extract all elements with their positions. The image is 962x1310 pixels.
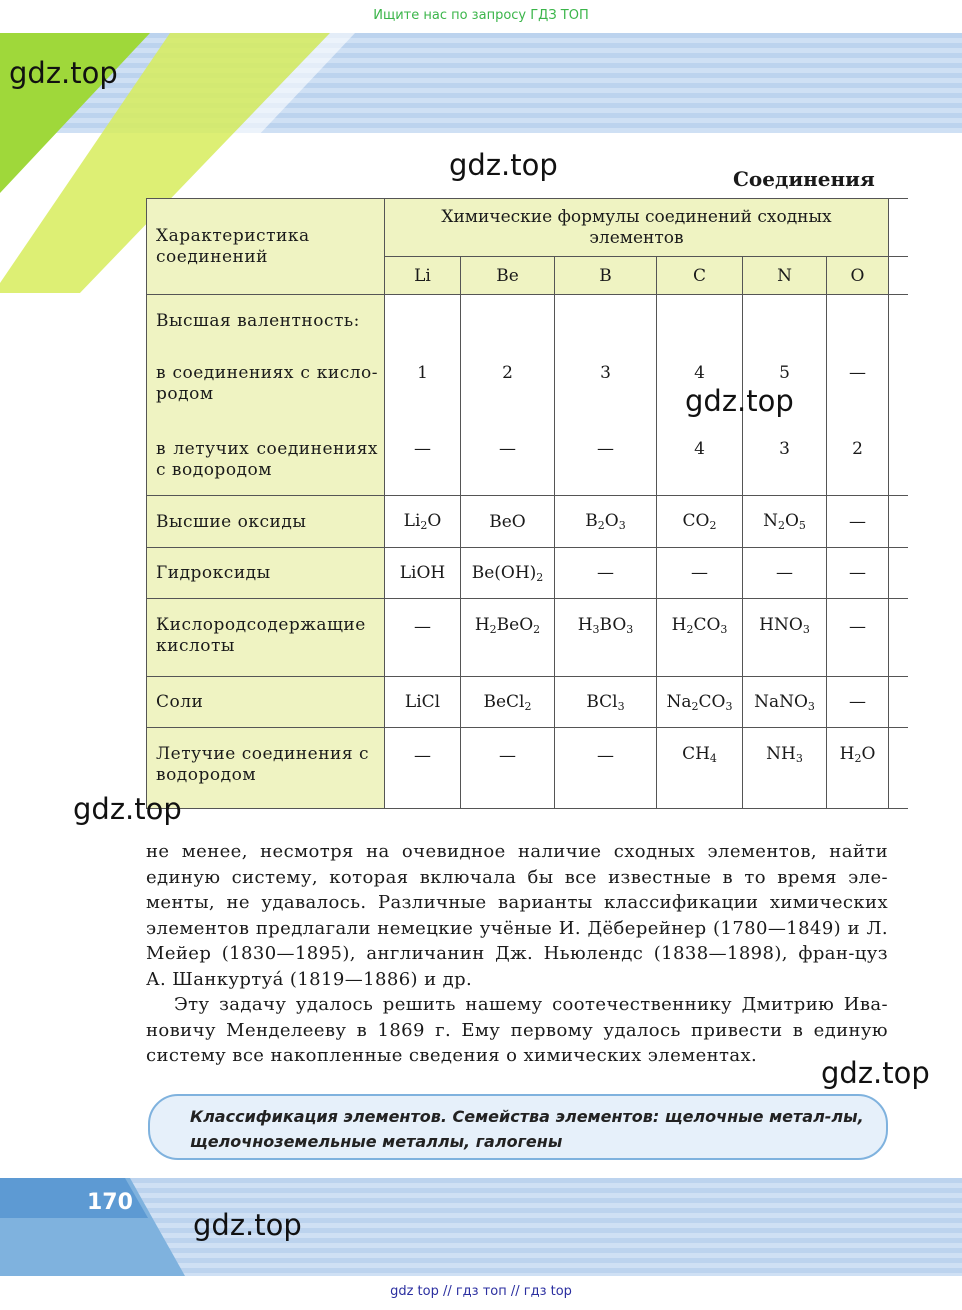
table-cell: —: [385, 728, 461, 809]
table-cell: 4: [694, 363, 705, 383]
watermark: gdz.top: [821, 1056, 930, 1090]
table-cell: —: [414, 439, 431, 459]
column-b: B: [555, 257, 657, 295]
formula-be-oh-2: $Be(OH)_2$: [461, 548, 555, 599]
formula-nano3: NaNO$_3$: [743, 677, 827, 728]
valence-hydrogen-label: в летучих соединениях с водородом: [156, 439, 378, 480]
table-cell: —: [827, 599, 889, 677]
formula-na2co3: $Na_2CO_3$: [657, 677, 743, 728]
table-cell: —: [743, 548, 827, 599]
table-cell: 2: [852, 439, 863, 459]
header-characteristic: Характеристика соединений: [147, 199, 385, 295]
formula-li2o: $Li_2O$: [385, 496, 461, 548]
table-cell: —: [657, 548, 743, 599]
table-cell: —: [827, 548, 889, 599]
bottom-links[interactable]: gdz top // гдз топ // гдз top: [390, 1284, 572, 1299]
formula-hno3: $HNO_3$: [743, 599, 827, 677]
table-cell: 4: [694, 439, 705, 459]
formula-becl2: BeCl$_2$: [461, 677, 555, 728]
search-hint: Ищите нас по запросу ГДЗ ТОП: [373, 8, 589, 23]
column-c: C: [657, 257, 743, 295]
formula-h2o: $H_2O$: [827, 728, 889, 809]
section-title: Соединения: [733, 167, 875, 191]
table-cell: —: [385, 599, 461, 677]
watermark: gdz.top: [73, 792, 182, 826]
row-label-hydroxides: Гидроксиды: [147, 548, 385, 599]
key-terms-text: Классификация элементов. Семейства элементов: щелочные метал-лы, щелочноземельные металлы, галогены: [190, 1107, 864, 1151]
row-label-volatile: Летучие соединения с водородом: [147, 728, 385, 809]
formula-h2beo2: $H_2BeO_2$: [461, 599, 555, 677]
formula-nh3: $NH_3$: [743, 728, 827, 809]
watermark: gdz.top: [193, 1208, 302, 1242]
table-cell: —: [461, 728, 555, 809]
column-n: N: [743, 257, 827, 295]
watermark: gdz.top: [9, 56, 118, 90]
row-label-acids: Кислородсодержащие кислоты: [147, 599, 385, 677]
table-cell: —: [827, 677, 889, 728]
table-cell: 2: [502, 363, 513, 383]
table-cell: 1: [417, 363, 428, 383]
valence-oxygen-label: в соединениях с кисло-родом: [156, 363, 378, 404]
formula-h3bo3: $H_3BO_3$: [555, 599, 657, 677]
watermark: gdz.top: [685, 384, 794, 418]
table-cell: 3: [779, 439, 790, 459]
formula-beo: BeO: [461, 496, 555, 548]
formula-h2co3: $H_2CO_3$: [657, 599, 743, 677]
formula-n2o5: $N_2O_5$: [743, 496, 827, 548]
column-be: Be: [461, 257, 555, 295]
formula-lioh: LiOH: [385, 548, 461, 599]
page-number: 170: [87, 1190, 133, 1215]
formula-ch4: $CH_4$: [657, 728, 743, 809]
table-cell: —: [555, 548, 657, 599]
table-cell: 5: [779, 363, 790, 383]
formula-bcl3: BCl$_3$: [555, 677, 657, 728]
valence-title: Высшая валентность:: [156, 311, 360, 331]
compounds-table: [146, 198, 908, 809]
row-label-oxides: Высшие оксиды: [147, 496, 385, 548]
column-o: O: [827, 257, 889, 295]
formula-co2: $CO_2$: [657, 496, 743, 548]
formula-b2o3: $B_2O_3$: [555, 496, 657, 548]
table-cell: —: [849, 363, 866, 383]
body-paragraph-1: не менее, несмотря на очевидное наличие сходных элементов, найти единую систему, которая включала бы все известные в то время эле-менты, не удавалось. Различные варианты классификации химических элементов предлагали немецкие учёные И. Дёберейнер (1780—1849) и Л. Мейер (1830—1895), англичанин Дж. Ньюлендс (1838—1898), фран-цуз А. Шанкуртуа́ (1819—1886) и др.: [146, 841, 888, 990]
table-cell: 3: [600, 363, 611, 383]
header-formulas: Химические формулы соединений сходных элементов: [385, 199, 889, 257]
table-cell: —: [555, 728, 657, 809]
formula-licl: LiCl: [385, 677, 461, 728]
table-cell: —: [597, 439, 614, 459]
table-cell: —: [827, 496, 889, 548]
watermark: gdz.top: [449, 148, 558, 182]
column-li: Li: [385, 257, 461, 295]
table-cell: —: [499, 439, 516, 459]
row-label-salts: Соли: [147, 677, 385, 728]
body-paragraph-2: Эту задачу удалось решить нашему соотечественнику Дмитрию Ива-новичу Менделееву в 1869 г. Ему первому удалось привести в единую систему все накопленные сведения о химических элементах.: [146, 994, 888, 1066]
row-label-valence: [147, 295, 385, 496]
